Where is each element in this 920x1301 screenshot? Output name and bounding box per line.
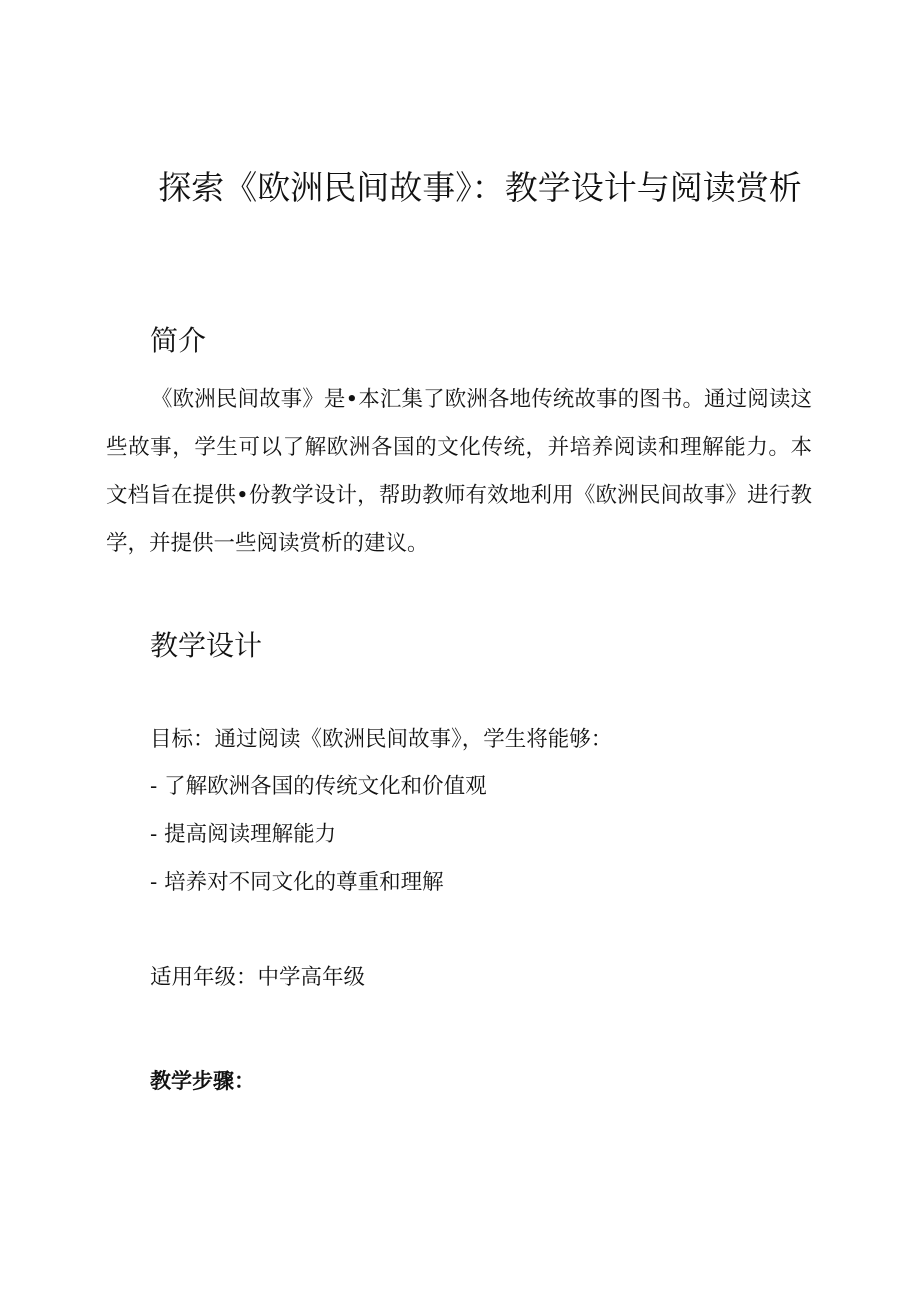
grade-line: 适用年级：中学高年级 [150,965,366,990]
goal-item: - 提高阅读理解能力 [150,822,337,847]
goal-item: - 培养对不同文化的尊重和理解 [150,870,444,895]
design-heading: 教学设计 [150,629,263,662]
document-title: 探索《欧洲民间故事》：教学设计与阅读赏析 [158,168,802,207]
intro-paragraph: 《欧洲民间故事》是•本汇集了欧洲各地传统故事的图书。通过阅读这些故事，学生可以了解欧洲各国的文化传统，并培养阅读和理解能力。本文档旨在提供•份教学设计，帮助教师有效地利用《欧洲民间故事》进行教学，并提供一些阅读赏析的建议。 [106,387,812,556]
intro-heading: 简介 [150,324,207,357]
goal-item: - 了解欧洲各国的传统文化和价值观 [150,774,487,799]
goal-line: 目标：通过阅读《欧洲民间故事》，学生将能够： [150,727,613,752]
steps-heading: 教学步骤： [150,1069,255,1093]
